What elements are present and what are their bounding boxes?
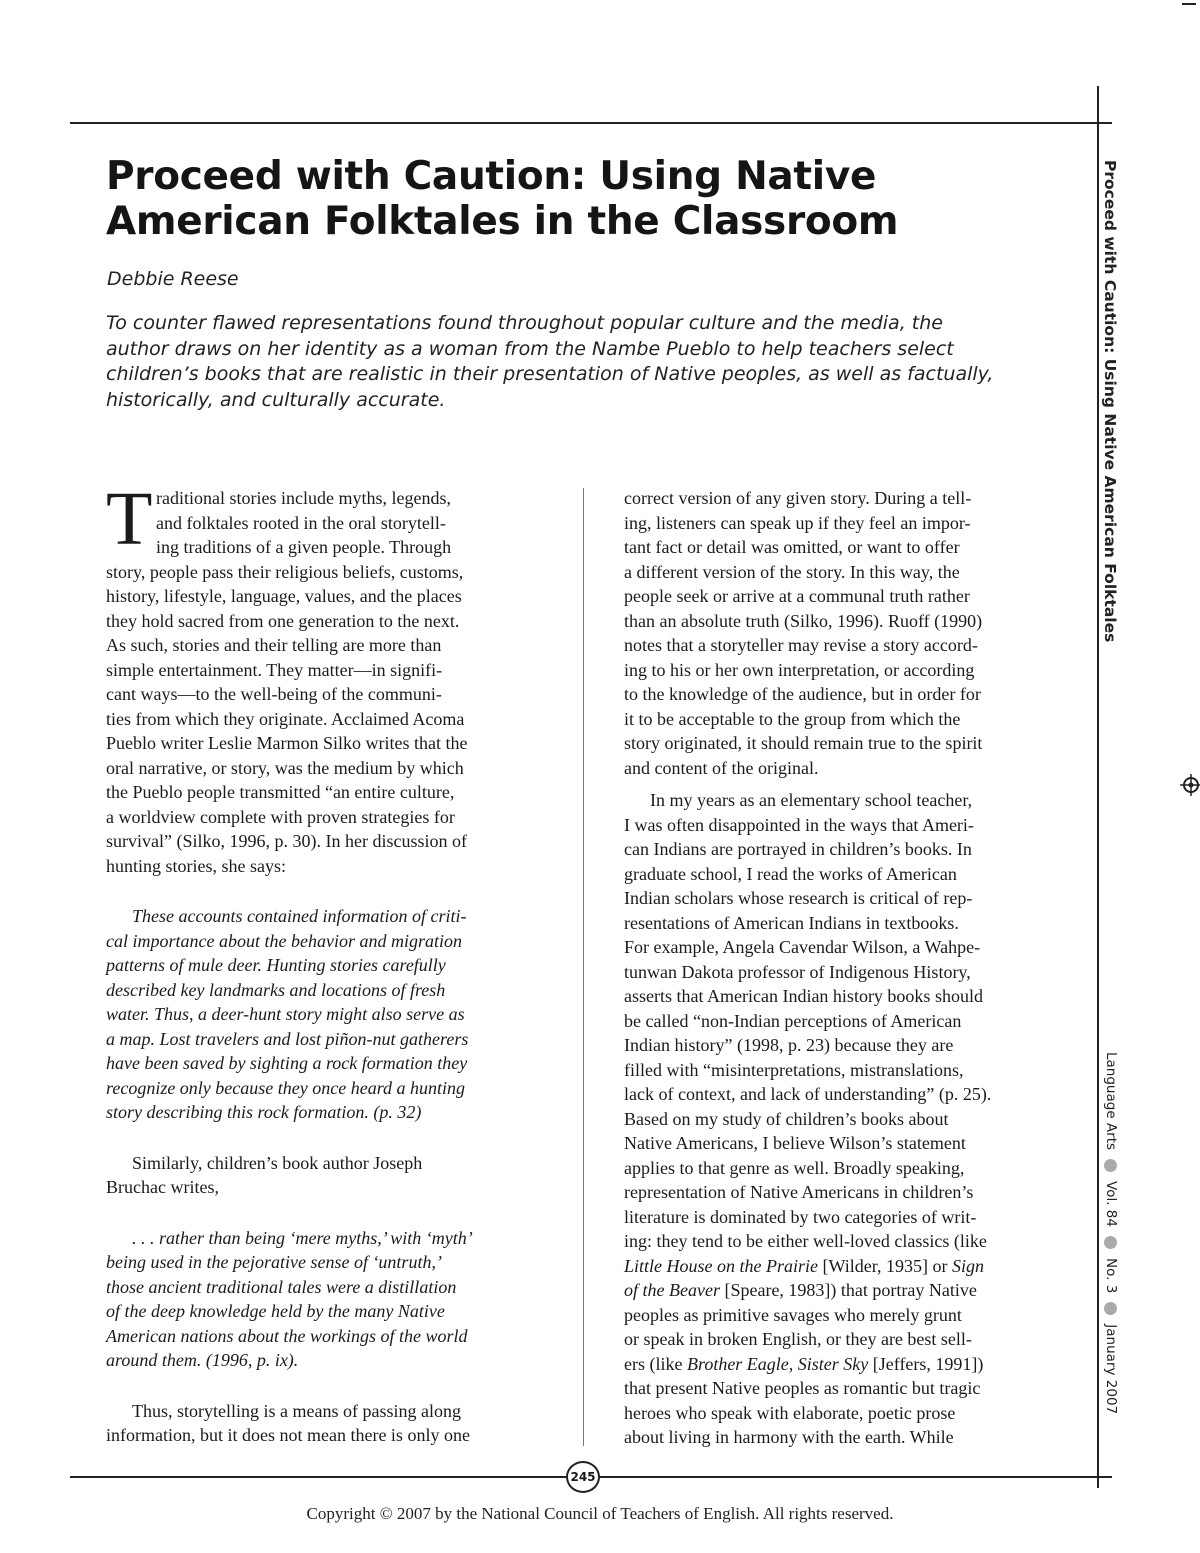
- quote-line: . . . rather than being ‘mere myths,’ with ‘myth’: [132, 1227, 473, 1248]
- journal-volume: Vol. 84: [1103, 1181, 1119, 1227]
- registration-mark-icon: [1180, 774, 1200, 796]
- abstract-line: To counter flawed representations found throughout popular culture and the media, the: [106, 312, 943, 334]
- abstract-line: children’s books that are realistic in their presentation of Native peoples, as well as factually,: [106, 363, 994, 385]
- text-line: For example, Angela Cavendar Wilson, a Wahpe-: [624, 937, 981, 957]
- abstract-line: author draws on her identity as a woman from the Nambe Pueblo to help teachers select: [106, 337, 954, 360]
- text-line: heroes who speak with elaborate, poetic prose: [624, 1402, 956, 1423]
- crop-mark: [1182, 3, 1196, 5]
- text-line: peoples as primitive savages who merely grunt: [624, 1304, 962, 1325]
- text-line: tant fact or detail was omitted, or want to offer: [624, 537, 960, 557]
- text-line: tunwan Dakota professor of Indigenous History,: [624, 961, 971, 982]
- text-line: raditional stories include myths, legends,: [156, 488, 451, 508]
- text-line: Pueblo writer Leslie Marmon Silko writes that the: [106, 733, 468, 753]
- book-title: of the Beaver: [624, 1280, 720, 1300]
- running-title: Proceed with Caution: Using Native American Folktales: [1101, 160, 1119, 643]
- text-line: filled with “misinterpretations, mistranslations,: [624, 1059, 964, 1080]
- paragraph: [106, 1151, 546, 1200]
- paragraph: [106, 477, 546, 878]
- author-name: Debbie Reese: [107, 268, 239, 290]
- text-line: [624, 1278, 1064, 1303]
- quote-line: patterns of mule deer. Hunting stories carefully: [106, 955, 446, 975]
- text-line: As such, stories and their telling are more than: [106, 635, 442, 655]
- body-column-right: [624, 486, 1064, 1450]
- paragraph: [624, 486, 1064, 780]
- text-line: graduate school, I read the works of American: [624, 863, 957, 884]
- text-line: [624, 1254, 1064, 1279]
- journal-name: Language Arts: [1103, 1052, 1119, 1151]
- quote-line: have been saved by sighting a rock formation they: [106, 1053, 468, 1073]
- text-line: cant ways—to the well-being of the communi-: [106, 684, 442, 704]
- text-line: people seek or arrive at a communal truth rather: [624, 586, 970, 606]
- text-line: oral narrative, or story, was the medium by which: [106, 757, 464, 778]
- text-line: representation of Native Americans in children’s: [624, 1182, 974, 1202]
- text-line: that present Native peoples as romantic but tragic: [624, 1378, 981, 1398]
- text-line: Indian scholars whose research is critical of rep-: [624, 888, 973, 908]
- text-run: [Speare, 1983]) that portray Native: [719, 1280, 977, 1300]
- running-title-vertical: [1095, 160, 1119, 643]
- text-line: Based on my study of children’s books about: [624, 1108, 949, 1129]
- journal-number: No. 3: [1103, 1258, 1119, 1294]
- text-line: ing: they tend to be either well-loved classics (like: [624, 1231, 987, 1251]
- text-line: resentations of American Indians in textbooks.: [624, 912, 959, 933]
- text-line: notes that a storyteller may revise a story accord-: [624, 635, 978, 655]
- title-line: American Folktales in the Classroom: [106, 199, 899, 244]
- text-line: or speak in broken English, or they are best sell-: [624, 1329, 972, 1349]
- text-line: I was often disappointed in the ways that Ameri-: [624, 814, 974, 835]
- quote-line: water. Thus, a deer-hunt story might also serve as: [106, 1004, 465, 1024]
- text-line: story, people pass their religious beliefs, customs,: [106, 561, 464, 582]
- text-line: story originated, it should remain true to the spirit: [624, 733, 983, 753]
- column-divider: [583, 488, 584, 1446]
- quote-line: American nations about the workings of the world: [106, 1325, 468, 1346]
- quote-line: These accounts contained information of criti-: [132, 906, 467, 926]
- page-number: 245: [566, 1461, 600, 1493]
- text-line: In my years as an elementary school teacher,: [650, 790, 973, 810]
- journal-info-vertical: [1095, 1052, 1119, 1432]
- text-line: information, but it does not mean there is only one: [106, 1425, 470, 1445]
- text-line: [624, 1352, 1064, 1377]
- text-line: a worldview complete with proven strategies for: [106, 806, 455, 827]
- text-line: they hold sacred from one generation to the next.: [106, 610, 460, 631]
- text-line: Similarly, children’s book author Joseph: [132, 1152, 423, 1173]
- text-run: ers (like: [624, 1353, 687, 1374]
- bullet-icon: [1105, 1159, 1118, 1172]
- text-line: Native Americans, I believe Wilson’s statement: [624, 1133, 966, 1153]
- text-line: survival” (Silko, 1996, p. 30). In her discussion of: [106, 831, 467, 851]
- text-line: be called “non-Indian perceptions of American: [624, 1010, 962, 1031]
- text-line: simple entertainment. They matter—in signifi-: [106, 659, 443, 680]
- text-run: [Jeffers, 1991]): [868, 1353, 984, 1374]
- quote-line: cal importance about the behavior and migration: [106, 930, 462, 951]
- abstract-line: historically, and culturally accurate.: [106, 388, 446, 411]
- text-line: than an absolute truth (Silko, 1996). Ruoff (1990): [624, 610, 983, 631]
- bullet-icon: [1105, 1302, 1118, 1315]
- text-line: Thus, storytelling is a means of passing along: [132, 1400, 461, 1421]
- book-title: Little House on the Prairie: [624, 1255, 818, 1276]
- bullet-icon: [1105, 1236, 1118, 1249]
- drop-cap: T: [106, 477, 153, 561]
- text-line: and folktales rooted in the oral storytell-: [156, 512, 446, 533]
- quote-line: of the deep knowledge held by the many Native: [106, 1301, 445, 1321]
- paragraph: [106, 1399, 546, 1448]
- quote-line: recognize only because they once heard a hunting: [106, 1077, 466, 1098]
- text-line: literature is dominated by two categories of writ-: [624, 1206, 977, 1227]
- text-line: ing, listeners can speak up if they feel an impor-: [624, 512, 971, 533]
- text-line: ing to his or her own interpretation, or according: [624, 659, 975, 680]
- text-line: asserts that American Indian history books should: [624, 986, 983, 1006]
- article-title: [106, 154, 1066, 244]
- quote-line: described key landmarks and locations of fresh: [106, 979, 446, 1000]
- quote-line: a map. Lost travelers and lost piñon-nut gatherers: [106, 1028, 469, 1049]
- text-run: [Wilder, 1935] or: [817, 1255, 952, 1276]
- quote-line: around them. (1996, p. ix).: [106, 1350, 299, 1370]
- text-line: Bruchac writes,: [106, 1177, 219, 1197]
- text-line: lack of context, and lack of understanding” (p. 25).: [624, 1084, 992, 1104]
- text-line: applies to that genre as well. Broadly speaking,: [624, 1157, 965, 1178]
- journal-info: [1103, 1052, 1119, 1414]
- text-line: Indian history” (1998, p. 23) because they are: [624, 1035, 954, 1055]
- copyright-notice: Copyright © 2007 by the National Council of Teachers of English. All rights reserved.: [306, 1504, 894, 1523]
- quote-line: those ancient traditional tales were a distillation: [106, 1276, 457, 1297]
- header-rule: [70, 122, 1112, 124]
- block-quote: [106, 904, 546, 1125]
- block-quote: [106, 1226, 546, 1373]
- body-column-left: [106, 477, 546, 1448]
- title-line: Proceed with Caution: Using Native: [106, 154, 877, 199]
- text-line: and content of the original.: [624, 757, 819, 778]
- text-line: correct version of any given story. During a tell-: [624, 488, 972, 508]
- text-line: it to be acceptable to the group from which the: [624, 708, 961, 729]
- text-line: about living in harmony with the earth. While: [624, 1427, 954, 1447]
- journal-date: January 2007: [1103, 1324, 1119, 1415]
- quote-line: being used in the pejorative sense of ‘untruth,’: [106, 1252, 442, 1272]
- book-title: Sign: [952, 1255, 985, 1276]
- text-line: to the knowledge of the audience, but in order for: [624, 684, 981, 704]
- paragraph: [624, 788, 1064, 1450]
- text-line: hunting stories, she says:: [106, 855, 286, 876]
- text-line: a different version of the story. In this way, the: [624, 561, 960, 582]
- abstract: [106, 311, 1066, 413]
- text-line: ties from which they originate. Acclaimed Acoma: [106, 708, 465, 729]
- text-line: the Pueblo people transmitted “an entire culture,: [106, 782, 455, 802]
- quote-line: story describing this rock formation. (p. 32): [106, 1102, 422, 1122]
- book-title: Brother Eagle, Sister Sky: [686, 1353, 869, 1374]
- text-line: history, lifestyle, language, values, and the places: [106, 586, 462, 606]
- text-line: ing traditions of a given people. Through: [156, 537, 452, 557]
- text-line: can Indians are portrayed in children’s books. In: [624, 839, 972, 859]
